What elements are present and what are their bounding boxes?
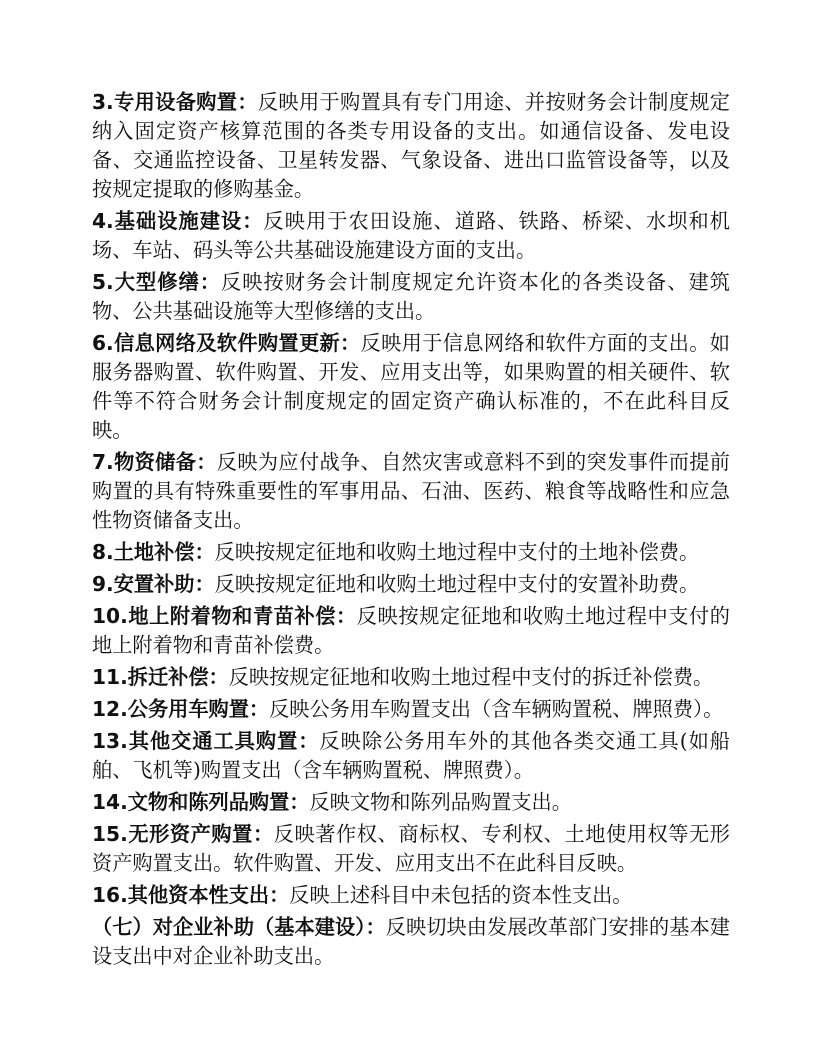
entry-term: 16.其他资本性支出：	[92, 883, 290, 907]
entry-description: 反映用于购置具有专门用途、并按财务会计制度规定纳入固定资产核算范围的各类专用设备的支出。如通信设备、发电设备、交通监控设备、卫星转发器、气象设备、进出口监管设备等，以及按规定提取的修购基金。	[92, 90, 730, 201]
entry-infrastructure	[92, 207, 730, 265]
entry-description: 反映按规定征地和收购土地过程中支付的地上附着物和青苗补偿费。	[92, 604, 730, 657]
entry-term: 14.文物和陈列品购置：	[92, 790, 310, 814]
entry-term: 3.专用设备购置：	[92, 90, 258, 114]
entry-resettlement-subsidy	[92, 570, 730, 599]
entry-description: 反映按规定征地和收购土地过程中支付的土地补偿费。	[214, 540, 700, 564]
entry-intangible-assets	[92, 820, 730, 878]
entry-description: 反映按规定征地和收购土地过程中支付的拆迁补偿费。	[228, 665, 714, 689]
entry-other-capital	[92, 881, 730, 910]
entry-network-software	[92, 329, 730, 445]
entry-description: 反映公务用车购置支出（含车辆购置税、牌照费）。	[269, 697, 724, 721]
document-page	[92, 88, 730, 974]
entry-description: 反映为应付战争、自然灾害或意料不到的突发事件而提前购置的具有特殊重要性的军事用品、石油、医药、粮食等战略性和应急性物资储备支出。	[92, 450, 730, 532]
entry-term: 4.基础设施建设：	[92, 209, 264, 233]
entry-description: 反映按财务会计制度规定允许资本化的各类设备、建筑物、公共基础设施等大型修缮的支出。	[92, 270, 730, 323]
entry-description: 反映文物和陈列品购置支出。	[309, 790, 572, 814]
entry-term: 10.地上附着物和青苗补偿：	[92, 604, 357, 628]
entry-term: 6.信息网络及软件购置更新：	[92, 331, 361, 355]
entry-term: 8.土地补偿：	[92, 540, 215, 564]
entry-description: 反映著作权、商标权、专利权、土地使用权等无形资产购置支出。软件购置、开发、应用支出不在此科目反映。	[92, 822, 730, 875]
entry-description: 反映用于农田设施、道路、铁路、桥梁、水坝和机场、车站、码头等公共基础设施建设方面的支出。	[92, 209, 730, 262]
entry-special-equipment	[92, 88, 730, 204]
entry-demolition-compensation	[92, 663, 730, 692]
entry-land-compensation	[92, 538, 730, 567]
entry-official-vehicles	[92, 695, 730, 724]
entry-term: 9.安置补助：	[92, 572, 215, 596]
entry-description: 反映除公务用车外的其他各类交通工具(如船舶、飞机等)购置支出（含车辆购置税、牌照费）。	[92, 729, 730, 782]
entry-major-repairs	[92, 268, 730, 326]
entry-term: 15.无形资产购置：	[92, 822, 274, 846]
entry-cultural-relics	[92, 788, 730, 817]
entry-enterprise-subsidy	[92, 913, 730, 971]
entry-term: 5.大型修缮：	[92, 270, 222, 294]
entry-other-transport	[92, 727, 730, 785]
entry-term: 12.公务用车购置：	[92, 697, 270, 721]
entry-term: 7.物资储备：	[92, 450, 217, 474]
entry-description: 反映按规定征地和收购土地过程中支付的安置补助费。	[214, 572, 700, 596]
entry-attachments-crops	[92, 602, 730, 660]
entry-term: 11.拆迁补偿：	[92, 665, 229, 689]
entry-description: 反映用于信息网络和软件方面的支出。如服务器购置、软件购置、开发、应用支出等，如果购置的相关硬件、软件等不符合财务会计制度规定的固定资产确认标准的，不在此科目反映。	[92, 331, 730, 442]
entry-description: 反映切块由发展改革部门安排的基本建设支出中对企业补助支出。	[92, 915, 730, 968]
entry-term: 13.其他交通工具购置：	[92, 729, 320, 753]
entry-term: （七）对企业补助（基本建设）：	[92, 915, 386, 939]
entry-description: 反映上述科目中未包括的资本性支出。	[289, 883, 633, 907]
entry-material-reserves	[92, 448, 730, 535]
